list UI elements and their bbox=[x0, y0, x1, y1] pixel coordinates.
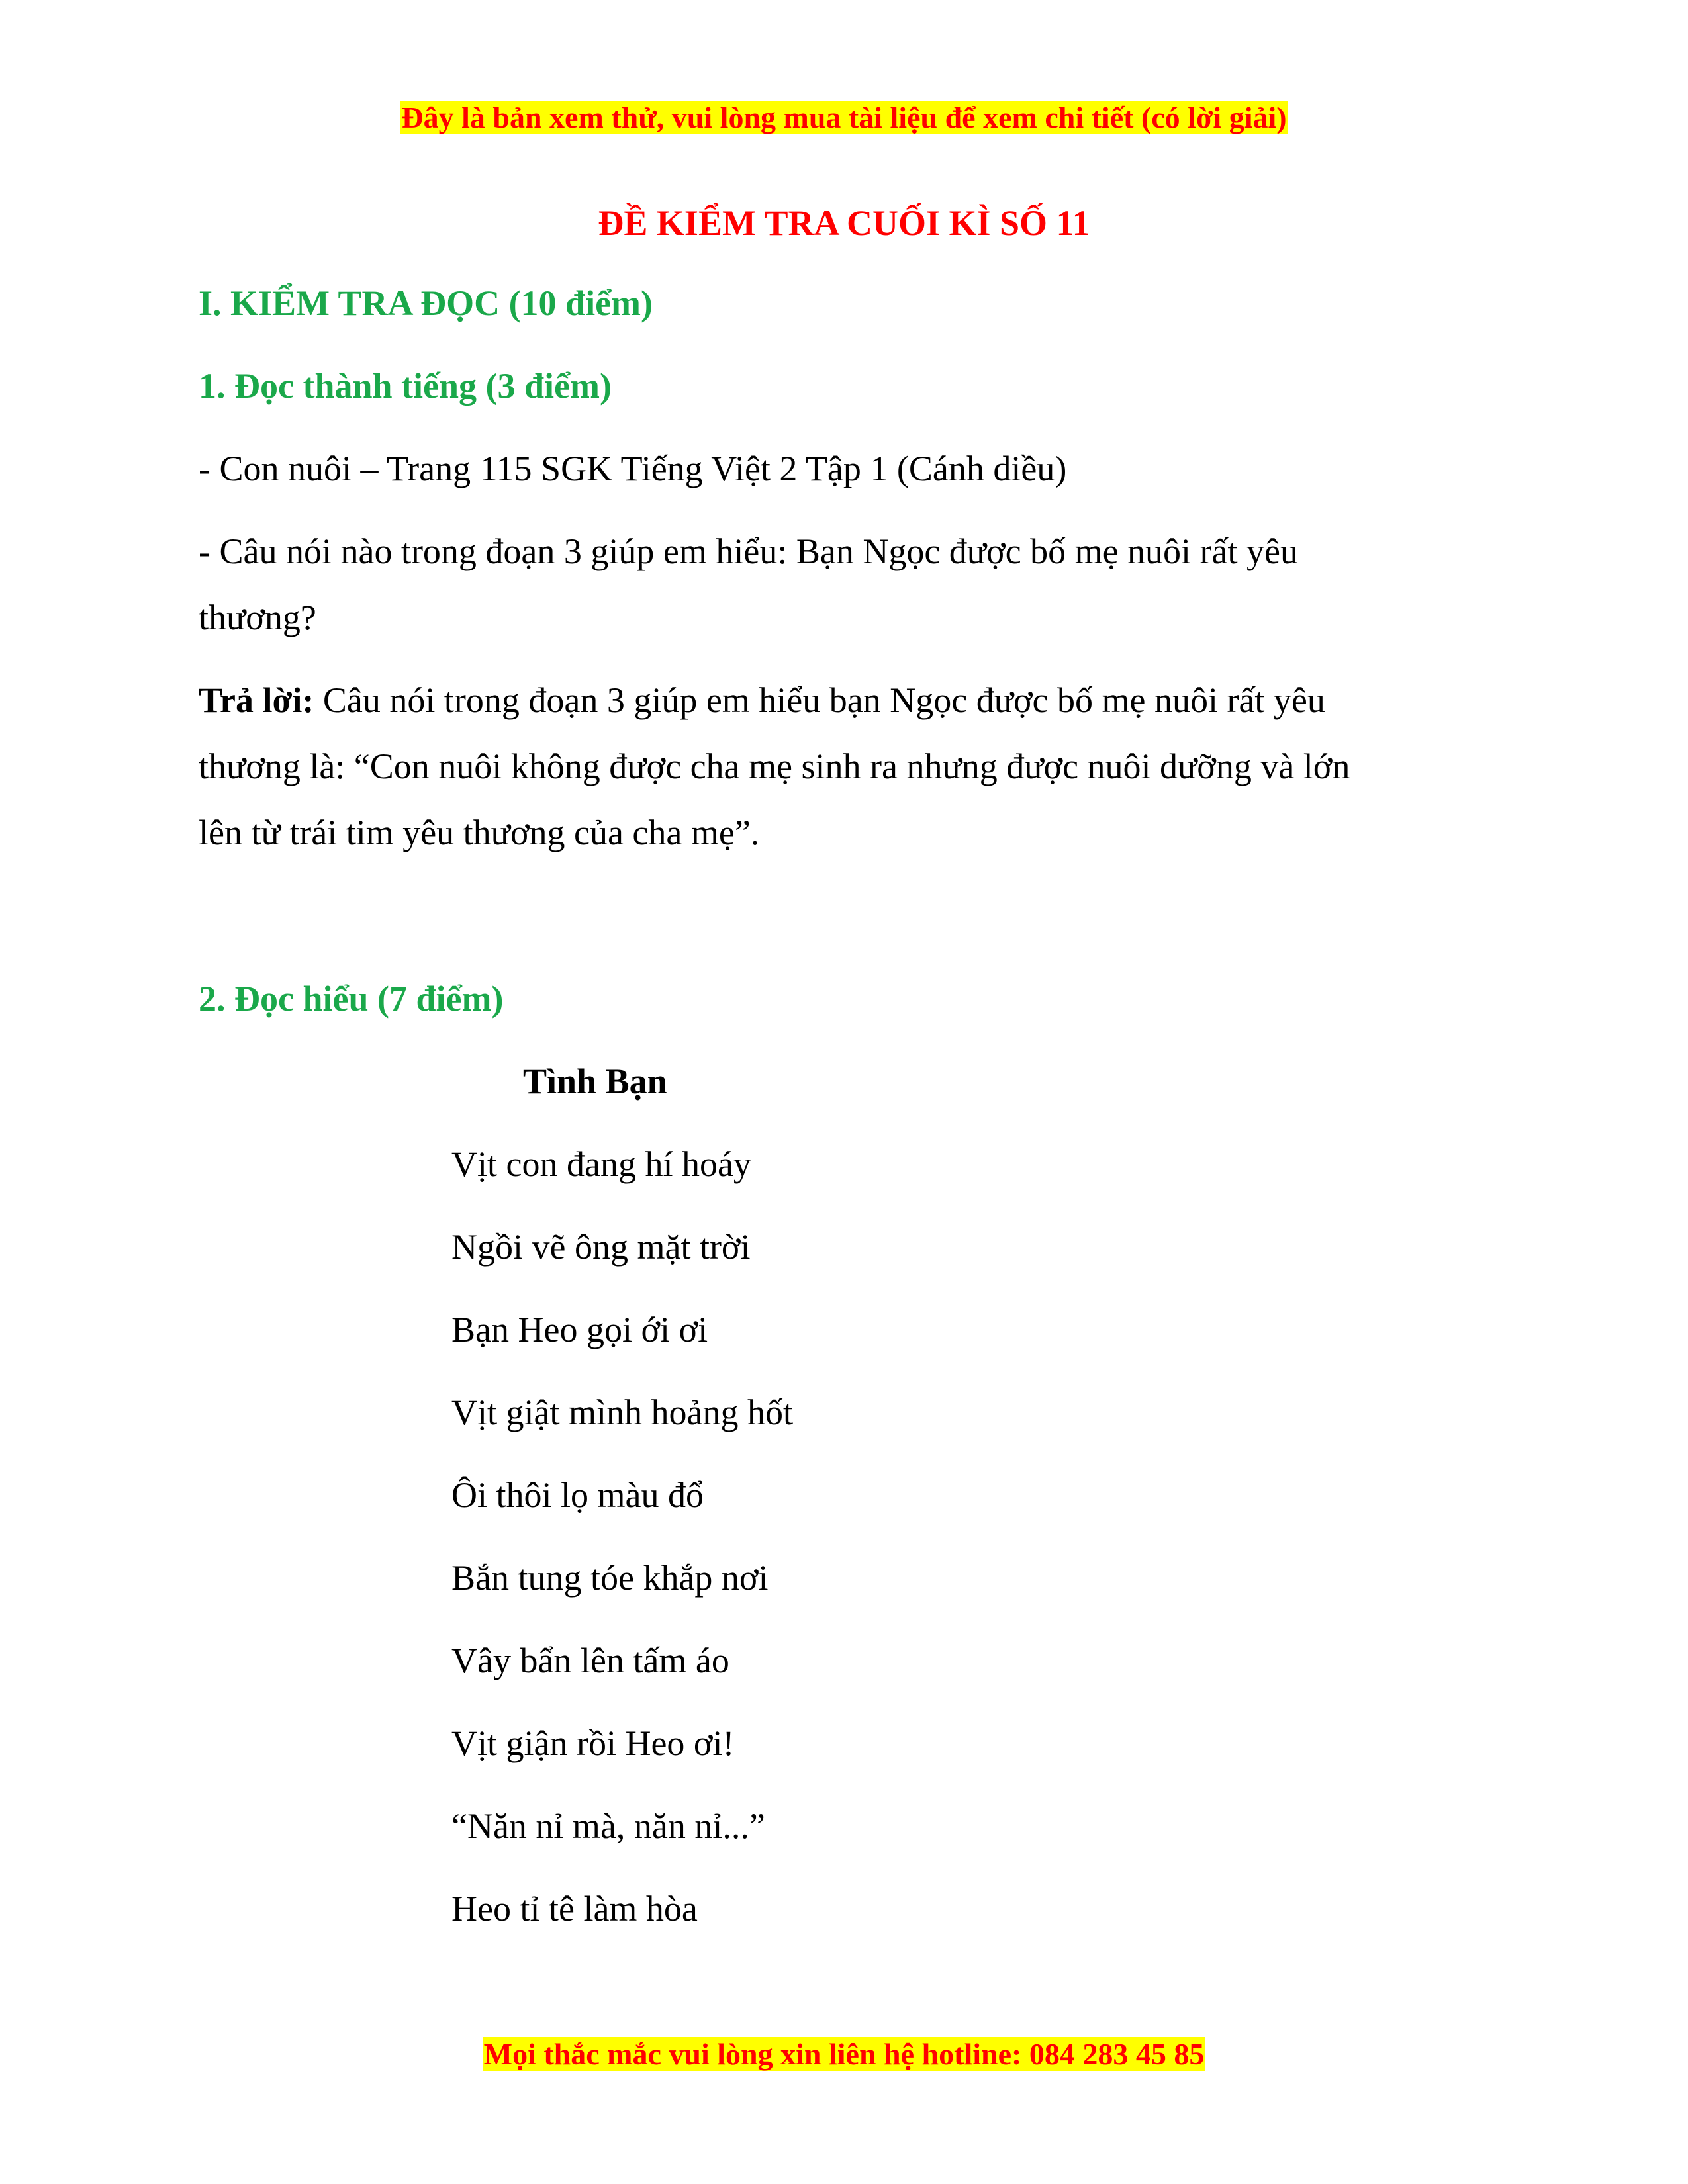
poem-line: Vịt con đang hí hoáy bbox=[451, 1144, 751, 1184]
part-heading-comprehension: 2. Đọc hiểu (7 điểm) bbox=[199, 979, 504, 1019]
poem-line: Bạn Heo gọi ới ơi bbox=[451, 1310, 708, 1349]
answer-line-3: lên từ trái tim yêu thương của cha mẹ”. bbox=[199, 813, 760, 852]
hotline-notice-row bbox=[0, 2036, 1688, 2073]
poem-line: Ôi thôi lọ màu đổ bbox=[451, 1475, 704, 1515]
reading-reference: - Con nuôi – Trang 115 SGK Tiếng Việt 2 Tập 1 (Cánh diều) bbox=[199, 449, 1067, 488]
poem-line: “Năn nỉ mà, năn nỉ...” bbox=[451, 1806, 765, 1846]
poem-line: Vịt giật mình hoảng hốt bbox=[451, 1392, 793, 1432]
part-heading-read-aloud: 1. Đọc thành tiếng (3 điểm) bbox=[199, 366, 612, 406]
poem-line: Vịt giận rồi Heo ơi! bbox=[451, 1723, 735, 1763]
preview-notice: Đây là bản xem thử, vui lòng mua tài liệu để xem chi tiết (có lời giải) bbox=[401, 101, 1287, 134]
exam-title: ĐỀ KIỂM TRA CUỐI KÌ SỐ 11 bbox=[598, 203, 1090, 243]
answer-line-1 bbox=[199, 679, 1325, 721]
hotline-notice: Mọi thắc mắc vui lòng xin liên hệ hotline: 084 283 45 85 bbox=[483, 2037, 1205, 2071]
question-line-1: - Câu nói nào trong đoạn 3 giúp em hiểu: Bạn Ngọc được bố mẹ nuôi rất yêu bbox=[199, 531, 1298, 571]
poem-line: Vây bẩn lên tấm áo bbox=[451, 1641, 729, 1680]
poem-line: Bắn tung tóe khắp nơi bbox=[451, 1558, 769, 1598]
preview-notice-row bbox=[0, 99, 1688, 136]
poem-line: Heo tỉ tê làm hòa bbox=[451, 1889, 698, 1929]
poem-title: Tình Bạn bbox=[523, 1062, 667, 1101]
poem-line: Ngồi vẽ ông mặt trời bbox=[451, 1227, 751, 1267]
question-line-2: thương? bbox=[199, 598, 316, 637]
answer-label: Trả lời: bbox=[199, 680, 314, 720]
answer-line-2: thương là: “Con nuôi không được cha mẹ sinh ra nhưng được nuôi dưỡng và lớn bbox=[199, 747, 1350, 786]
answer-text: Câu nói trong đoạn 3 giúp em hiểu bạn Ngọc được bố mẹ nuôi rất yêu bbox=[314, 680, 1325, 720]
section-heading-reading-test: I. KIỂM TRA ĐỌC (10 điểm) bbox=[199, 283, 653, 323]
